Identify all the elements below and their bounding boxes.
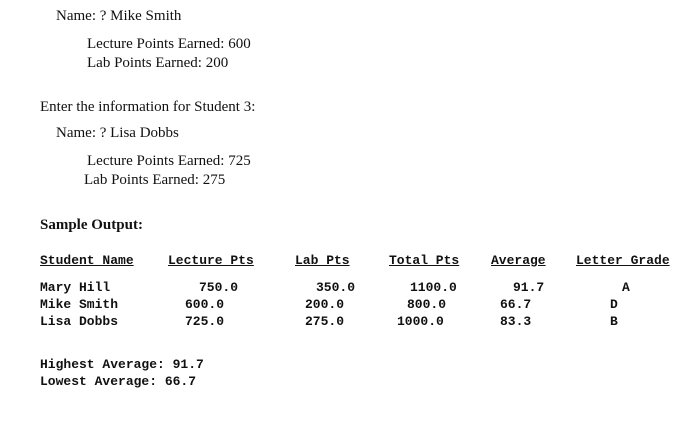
- student3-prompt: Enter the information for Student 3:: [40, 99, 256, 115]
- header-student-name: Student Name: [40, 253, 134, 268]
- cell-letter-grade: D: [610, 297, 618, 312]
- student2-name-line: Name: ? Mike Smith: [56, 8, 182, 24]
- student3-lab-line: Lab Points Earned: 275: [84, 172, 226, 188]
- cell-total-pts: 800.0: [407, 297, 447, 312]
- cell-student-name: Lisa Dobbs: [40, 314, 119, 329]
- student3-lecture-line: Lecture Points Earned: 725: [87, 153, 251, 169]
- lowest-average: Lowest Average: 66.7: [40, 374, 197, 389]
- header-lecture-pts: Lecture Pts: [168, 253, 254, 268]
- cell-total-pts: 1100.0: [410, 280, 457, 295]
- cell-average: 66.7: [500, 297, 532, 312]
- student2-lab-line: Lab Points Earned: 200: [87, 55, 229, 71]
- cell-letter-grade: A: [622, 280, 630, 295]
- cell-lecture-pts: 600.0: [185, 297, 225, 312]
- cell-student-name: Mike Smith: [40, 297, 119, 312]
- cell-total-pts: 1000.0: [397, 314, 444, 329]
- cell-lecture-pts: 725.0: [185, 314, 225, 329]
- header-average: Average: [491, 253, 546, 268]
- cell-lecture-pts: 750.0: [199, 280, 239, 295]
- header-letter-grade: Letter Grade: [576, 253, 670, 268]
- header-lab-pts: Lab Pts: [295, 253, 350, 268]
- highest-average: Highest Average: 91.7: [40, 357, 204, 372]
- cell-average: 83.3: [500, 314, 532, 329]
- sample-output-heading: Sample Output:: [40, 217, 143, 233]
- student2-lecture-line: Lecture Points Earned: 600: [87, 36, 251, 52]
- student3-name-line: Name: ? Lisa Dobbs: [56, 125, 179, 141]
- cell-student-name: Mary Hill: [40, 280, 111, 295]
- cell-lab-pts: 275.0: [305, 314, 345, 329]
- cell-letter-grade: B: [610, 314, 618, 329]
- header-total-pts: Total Pts: [389, 253, 460, 268]
- cell-lab-pts: 350.0: [316, 280, 356, 295]
- cell-lab-pts: 200.0: [305, 297, 345, 312]
- cell-average: 91.7: [513, 280, 545, 295]
